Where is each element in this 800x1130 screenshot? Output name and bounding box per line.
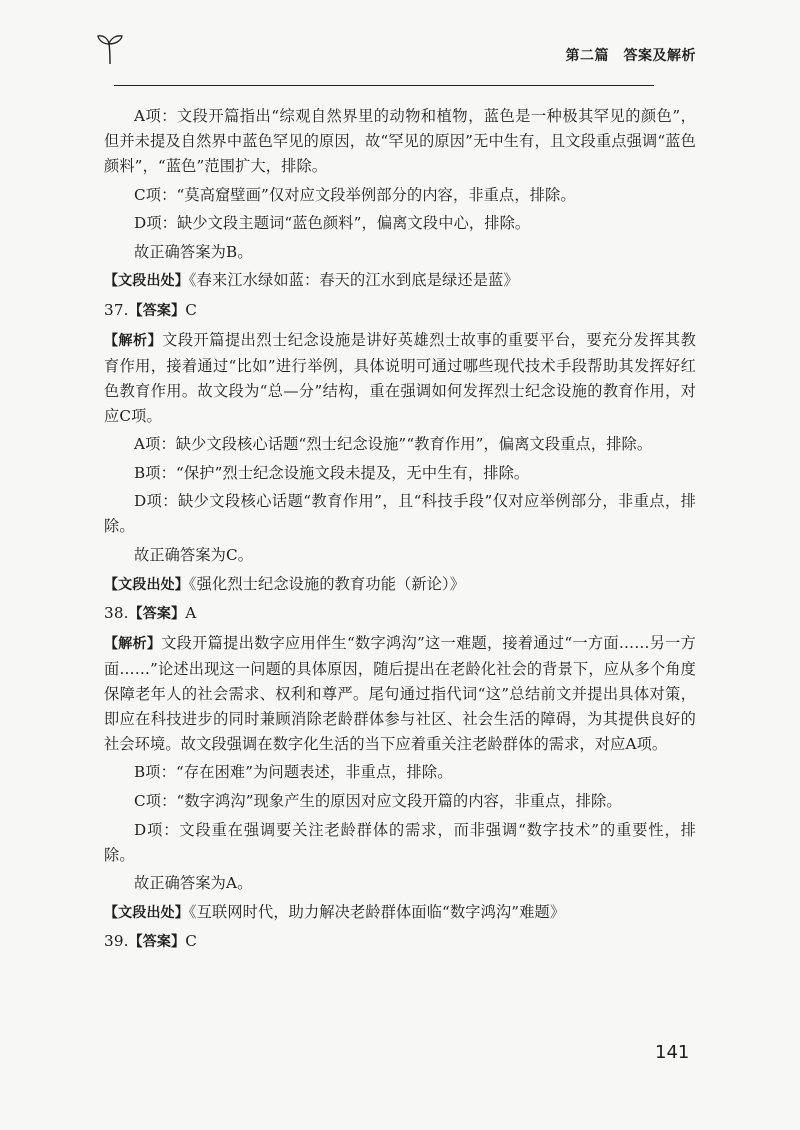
paragraph: [104, 183, 696, 208]
paragraph: [104, 871, 696, 896]
question-number: 37.: [104, 300, 129, 319]
page-number: 141: [655, 1042, 690, 1063]
paragraph: [104, 104, 696, 179]
section-tag: 【解析】: [104, 635, 162, 652]
section-tag: 【答案】: [128, 302, 186, 319]
section-tag: 【答案】: [128, 934, 186, 951]
paragraph: [104, 601, 696, 627]
header-title: 第二篇 答案及解析: [565, 48, 696, 64]
section-tag: 【文段出处】: [104, 904, 189, 921]
paragraph: [104, 268, 696, 294]
paragraph-text: 《互联网时代，助力解决老龄群体面临“数字鸿沟”难题》: [188, 902, 566, 921]
paragraph-text: B项：“保护”烈士纪念设施文段未提及，无中生有，排除。: [134, 463, 530, 482]
paragraph: [104, 298, 696, 324]
paragraph: [104, 543, 696, 568]
paragraph-text: 《强化烈士纪念设施的教育功能（新论）》: [188, 574, 466, 593]
paragraph-text: A项：缺少文段核心话题“烈士纪念设施”“教育作用”，偏离文段重点，排除。: [134, 435, 653, 454]
section-tag: 【文段出处】: [104, 576, 189, 593]
paragraph-text: B项：“存在困难”为问题表述，非重点，排除。: [134, 763, 453, 782]
paragraph: [104, 631, 696, 757]
paragraph: [104, 461, 696, 486]
sprout-icon: [96, 30, 126, 66]
paragraph-text: D项：缺少文段主题词“蓝色颜料”，偏离文段中心，排除。: [134, 214, 531, 233]
paragraph: [104, 818, 696, 868]
paragraph: [104, 211, 696, 236]
paragraph: [104, 572, 696, 598]
paragraph: [104, 760, 696, 785]
paragraph-text: 《春来江水绿如蓝：春天的江水到底是绿还是蓝》: [188, 271, 519, 290]
paragraph-text: D项：文段重在强调要关注老龄群体的需求，而非强调“数字技术”的重要性，排除。: [104, 820, 696, 864]
paragraph-text: C项：“莫高窟壁画”仅对应文段举例部分的内容，非重点，排除。: [134, 185, 576, 204]
question-number: 39.: [104, 932, 129, 951]
paragraph: [104, 489, 696, 539]
question-number: 38.: [104, 604, 129, 623]
section-tag: 【文段出处】: [104, 273, 189, 290]
paragraph: [104, 432, 696, 457]
paragraph-text: C: [185, 300, 197, 319]
paragraph-text: 故正确答案为C。: [134, 545, 254, 564]
paragraph: [104, 240, 696, 265]
paragraph: [104, 789, 696, 814]
paragraph: [104, 929, 696, 955]
paragraph: [104, 900, 696, 926]
paragraph-text: 文段开篇提出数字应用伴生“数字鸿沟”这一难题，接着通过“一方面……另一方面……”论述出现这一问题的具体原因，随后提出在老龄化社会的背景下，应从多个角度保障老年人的社会需求、权利和尊严。尾句通过指代词“这”总结前文并提出具体对策，即应在科技进步的同时兼顾消除老龄群体参与社区、社会生活的障碍，为其提供良好的社会环境。故文段强调在数字化生活的当下应着重关注老龄群体的需求，对应A项。: [104, 633, 696, 753]
paragraph: [104, 328, 696, 429]
section-tag: 【解析】: [104, 332, 163, 349]
paragraph-text: 文段开篇提出烈士纪念设施是讲好英雄烈士故事的重要平台，要充分发挥其教育作用，接着通过“比如”进行举例，具体说明可通过哪些现代技术手段帮助其发挥好红色教育作用。故文段为“总—分”结构，重在强调如何发挥烈士纪念设施的教育作用，对应C项。: [104, 330, 696, 425]
header-rule: [114, 85, 654, 86]
paragraph-text: 故正确答案为A。: [134, 874, 253, 893]
page-header: [96, 30, 696, 70]
paragraph-text: C项：“数字鸿沟”现象产生的原因对应文段开篇的内容，非重点，排除。: [134, 791, 622, 810]
section-tag: 【答案】: [128, 606, 186, 623]
paragraph-text: A: [185, 604, 197, 623]
page-body: [104, 104, 696, 959]
paragraph-text: 故正确答案为B。: [134, 242, 253, 261]
paragraph-text: D项：缺少文段核心话题“教育作用”，且“科技手段”仅对应举例部分，非重点，排除。: [104, 492, 696, 536]
paragraph-text: A项：文段开篇指出“综观自然界里的动物和植物，蓝色是一种极其罕见的颜色”，但并未提及自然界中蓝色罕见的原因，故“罕见的原因”无中生有，且文段重点强调“蓝色颜料”，“蓝色”范围扩大，排除。: [104, 107, 696, 175]
paragraph-text: C: [185, 932, 197, 951]
